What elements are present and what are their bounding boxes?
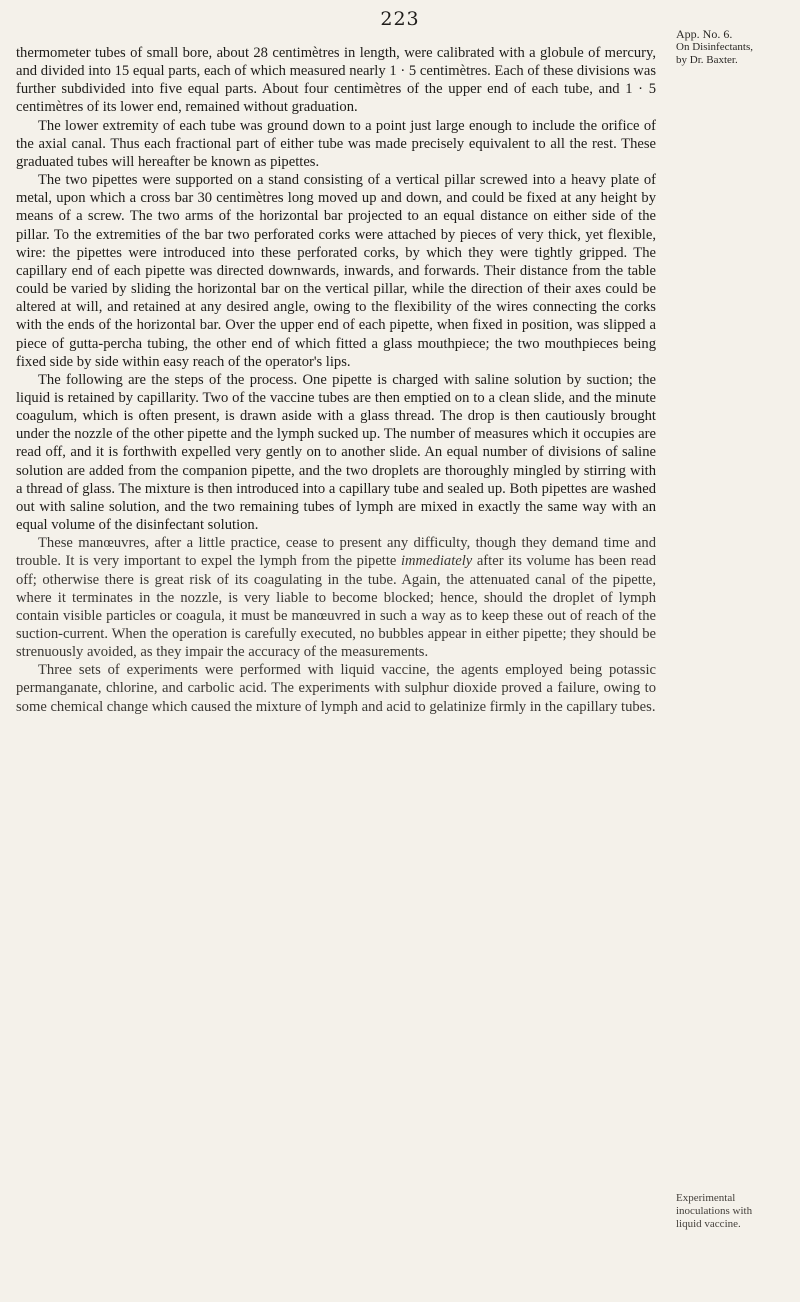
appendix-reference: App. No. 6.: [676, 27, 733, 41]
paragraph-process-steps: The following are the steps of the process. One pipette is charged with saline solution by suction; the liquid is retained by capillarity. Two of the vaccine tubes are then emptied on to a clean slide, and the minute coagulum, which is often present, is drawn aside with a glass thread. The drop is then cautiously brought under the nozzle of the other pipette and the lymph sucked up. The number of measures which it occupies are read off, and it is forthwith expelled very gently on to another slide. An equal number of divisions of saline solution are added from the companion pipette, and the two droplets are thoroughly mingled by stirring with a thread of glass. The mixture is then introduced into a capillary tube and sealed up. Both pipettes are washed out with saline solution, and the two remaining tubes of lymph are mixed in exactly the same way with an equal volume of the disinfectant solution.: [16, 371, 656, 534]
paragraph-experiments: Three sets of experiments were performed with liquid vaccine, the agents employed being potassic permanganate, chlorine, and carbolic acid. The experiments with sulphur dioxide proved a failure, owing to some chemical change which caused the mixture of lymph and acid to gelatinize firmly in the capillary tubes.: [16, 662, 656, 715]
body-text: [16, 44, 656, 716]
paragraph-stand-apparatus: The two pipettes were supported on a stand consisting of a vertical pillar screwed into a heavy plate of metal, upon which a cross bar 30 centimètres long moved up and down, and could be fixed at any height by means of a screw. The two arms of the horizontal bar projected to an equal distance on either side of the pillar. To the extremities of the bar two perforated corks were attached by pieces of very thick, yet flexible, wire: the pipettes were introduced into these perforated corks, by which they were tightly gripped. The capillary end of each pipette was directed downwards, inwards, and forwards. Their distance from the table could be varied by sliding the horizontal bar on the vertical pillar, while the direction of their axes could be altered at will, and retained at any desired angle, owing to the flexibility of the wires connecting the corks with the ends of the horizontal bar. Over the upper end of each pipette, when fixed in position, was slipped a piece of gutta-percha tubing, the other end of which fitted a glass mouthpiece; the two mouthpieces being fixed side by side within easy reach of the operator's lips.: [16, 172, 656, 370]
margin-note-appendix: [676, 28, 794, 67]
margin-note-experimental: [676, 1192, 794, 1231]
margin-note-line: Experimental: [676, 1192, 736, 1204]
page-number: 223: [380, 8, 420, 30]
margin-note-line: On Disinfectants,: [676, 41, 753, 53]
margin-note-line: liquid vaccine.: [676, 1218, 741, 1230]
paragraph-manoeuvres: These manœuvres, after a little practice, cease to present any difficulty, though they demand time and trouble. It is very important to expel the lymph from the pipette immediately after its volume has been read off; otherwise there is great risk of its coagulating in the tube. Again, the attenuated canal of the pipette, where it terminates in the nozzle, is very liable to become blocked; hence, should the droplet of lymph contain visible particles or coagula, it must be manœuvred in such a way as to keep these out of reach of the suction-current. When the operation is carefully executed, no bubbles appear in either pipette; they should be strenuously avoided, as they impair the accuracy of the measurements.: [16, 535, 656, 661]
paragraph-pipettes: The lower extremity of each tube was ground down to a point just large enough to include the orifice of the axial canal. Thus each fractional part of either tube was made precisely equivalent to all the rest. These graduated tubes will hereafter be known as pipettes.: [16, 117, 656, 170]
margin-note-line: inoculations with: [676, 1205, 753, 1217]
margin-note-line: by Dr. Baxter.: [676, 54, 738, 66]
paragraph-graduated-tubes: thermometer tubes of small bore, about 28 centimètres in length, were calibrated with a globule of mercury, and divided into 15 equal parts, each of which measured nearly 1 · 5 centimètres. Each of these divisions was further subdivided into five equal parts. About four centimètres of the upper end of each tube, and 1 · 5 centimètres of its lower end, remained without graduation.: [16, 45, 656, 116]
